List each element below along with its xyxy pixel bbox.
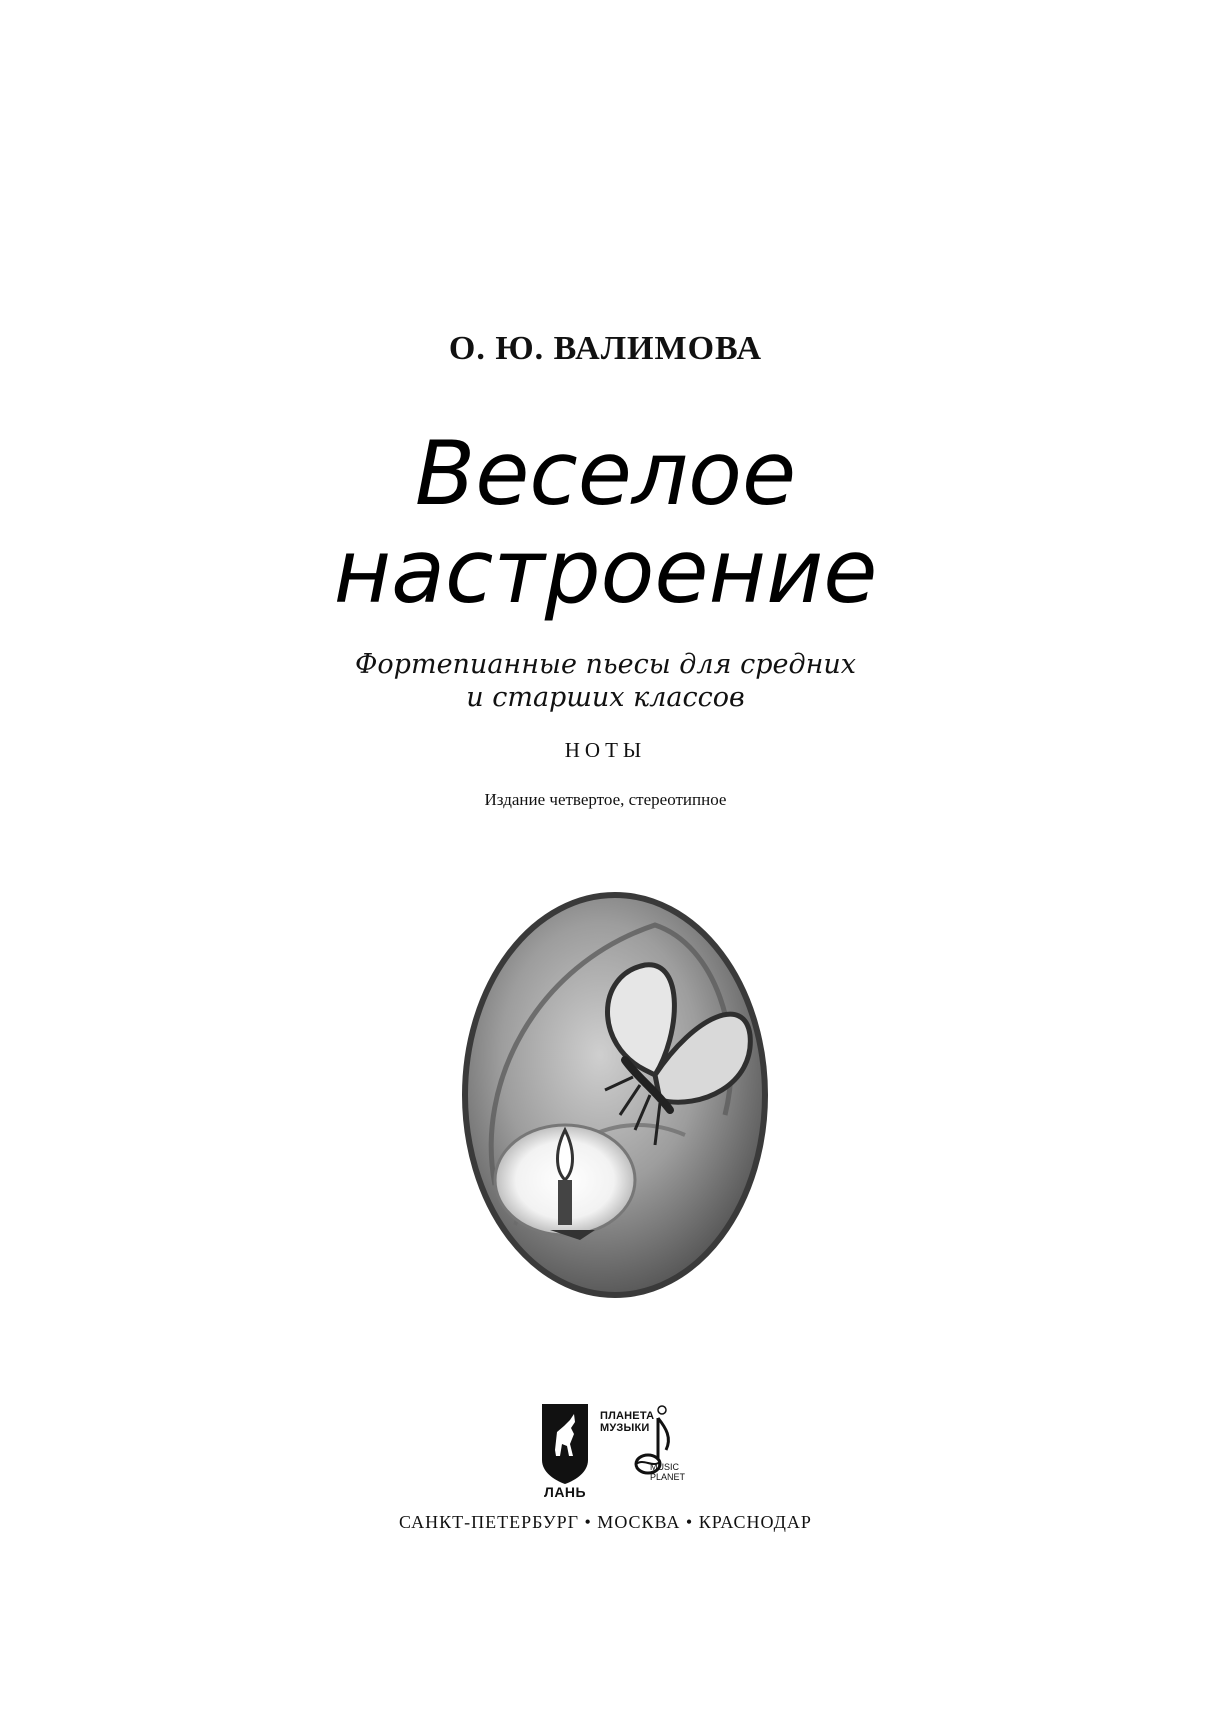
lan-logo-text: ЛАНЬ — [544, 1484, 587, 1500]
edition-label: Издание четвертое, стереотипное — [484, 790, 727, 809]
planet-logo-line-1: ПЛАНЕТА — [600, 1410, 655, 1422]
book-title-line-2: настроение — [333, 520, 878, 623]
planet-logo-line-4: PLANET — [650, 1472, 686, 1482]
butterfly-candle-illustration — [455, 885, 775, 1305]
book-title-line-1: Веселое — [414, 422, 797, 525]
planet-logo-line-3: MUSIC — [650, 1462, 679, 1472]
subtitle-line-2: и старших классов — [466, 682, 745, 713]
egg-shape — [465, 895, 765, 1295]
author-name: О. Ю. ВАЛИМОВА — [448, 330, 763, 367]
genre-label: НОТЫ — [564, 738, 647, 762]
publisher-logos — [540, 1400, 710, 1500]
book-subtitle — [0, 648, 1211, 714]
subtitle-line-1: Фортепианные пьесы для средних — [355, 649, 856, 680]
planet-logo-line-2: МУЗЫКИ — [600, 1422, 650, 1434]
candle — [558, 1180, 572, 1225]
planet-logo-latin — [650, 1462, 685, 1482]
publisher-cities: САНКТ-ПЕТЕРБУРГ • МОСКВА • КРАСНОДАР — [399, 1512, 812, 1532]
